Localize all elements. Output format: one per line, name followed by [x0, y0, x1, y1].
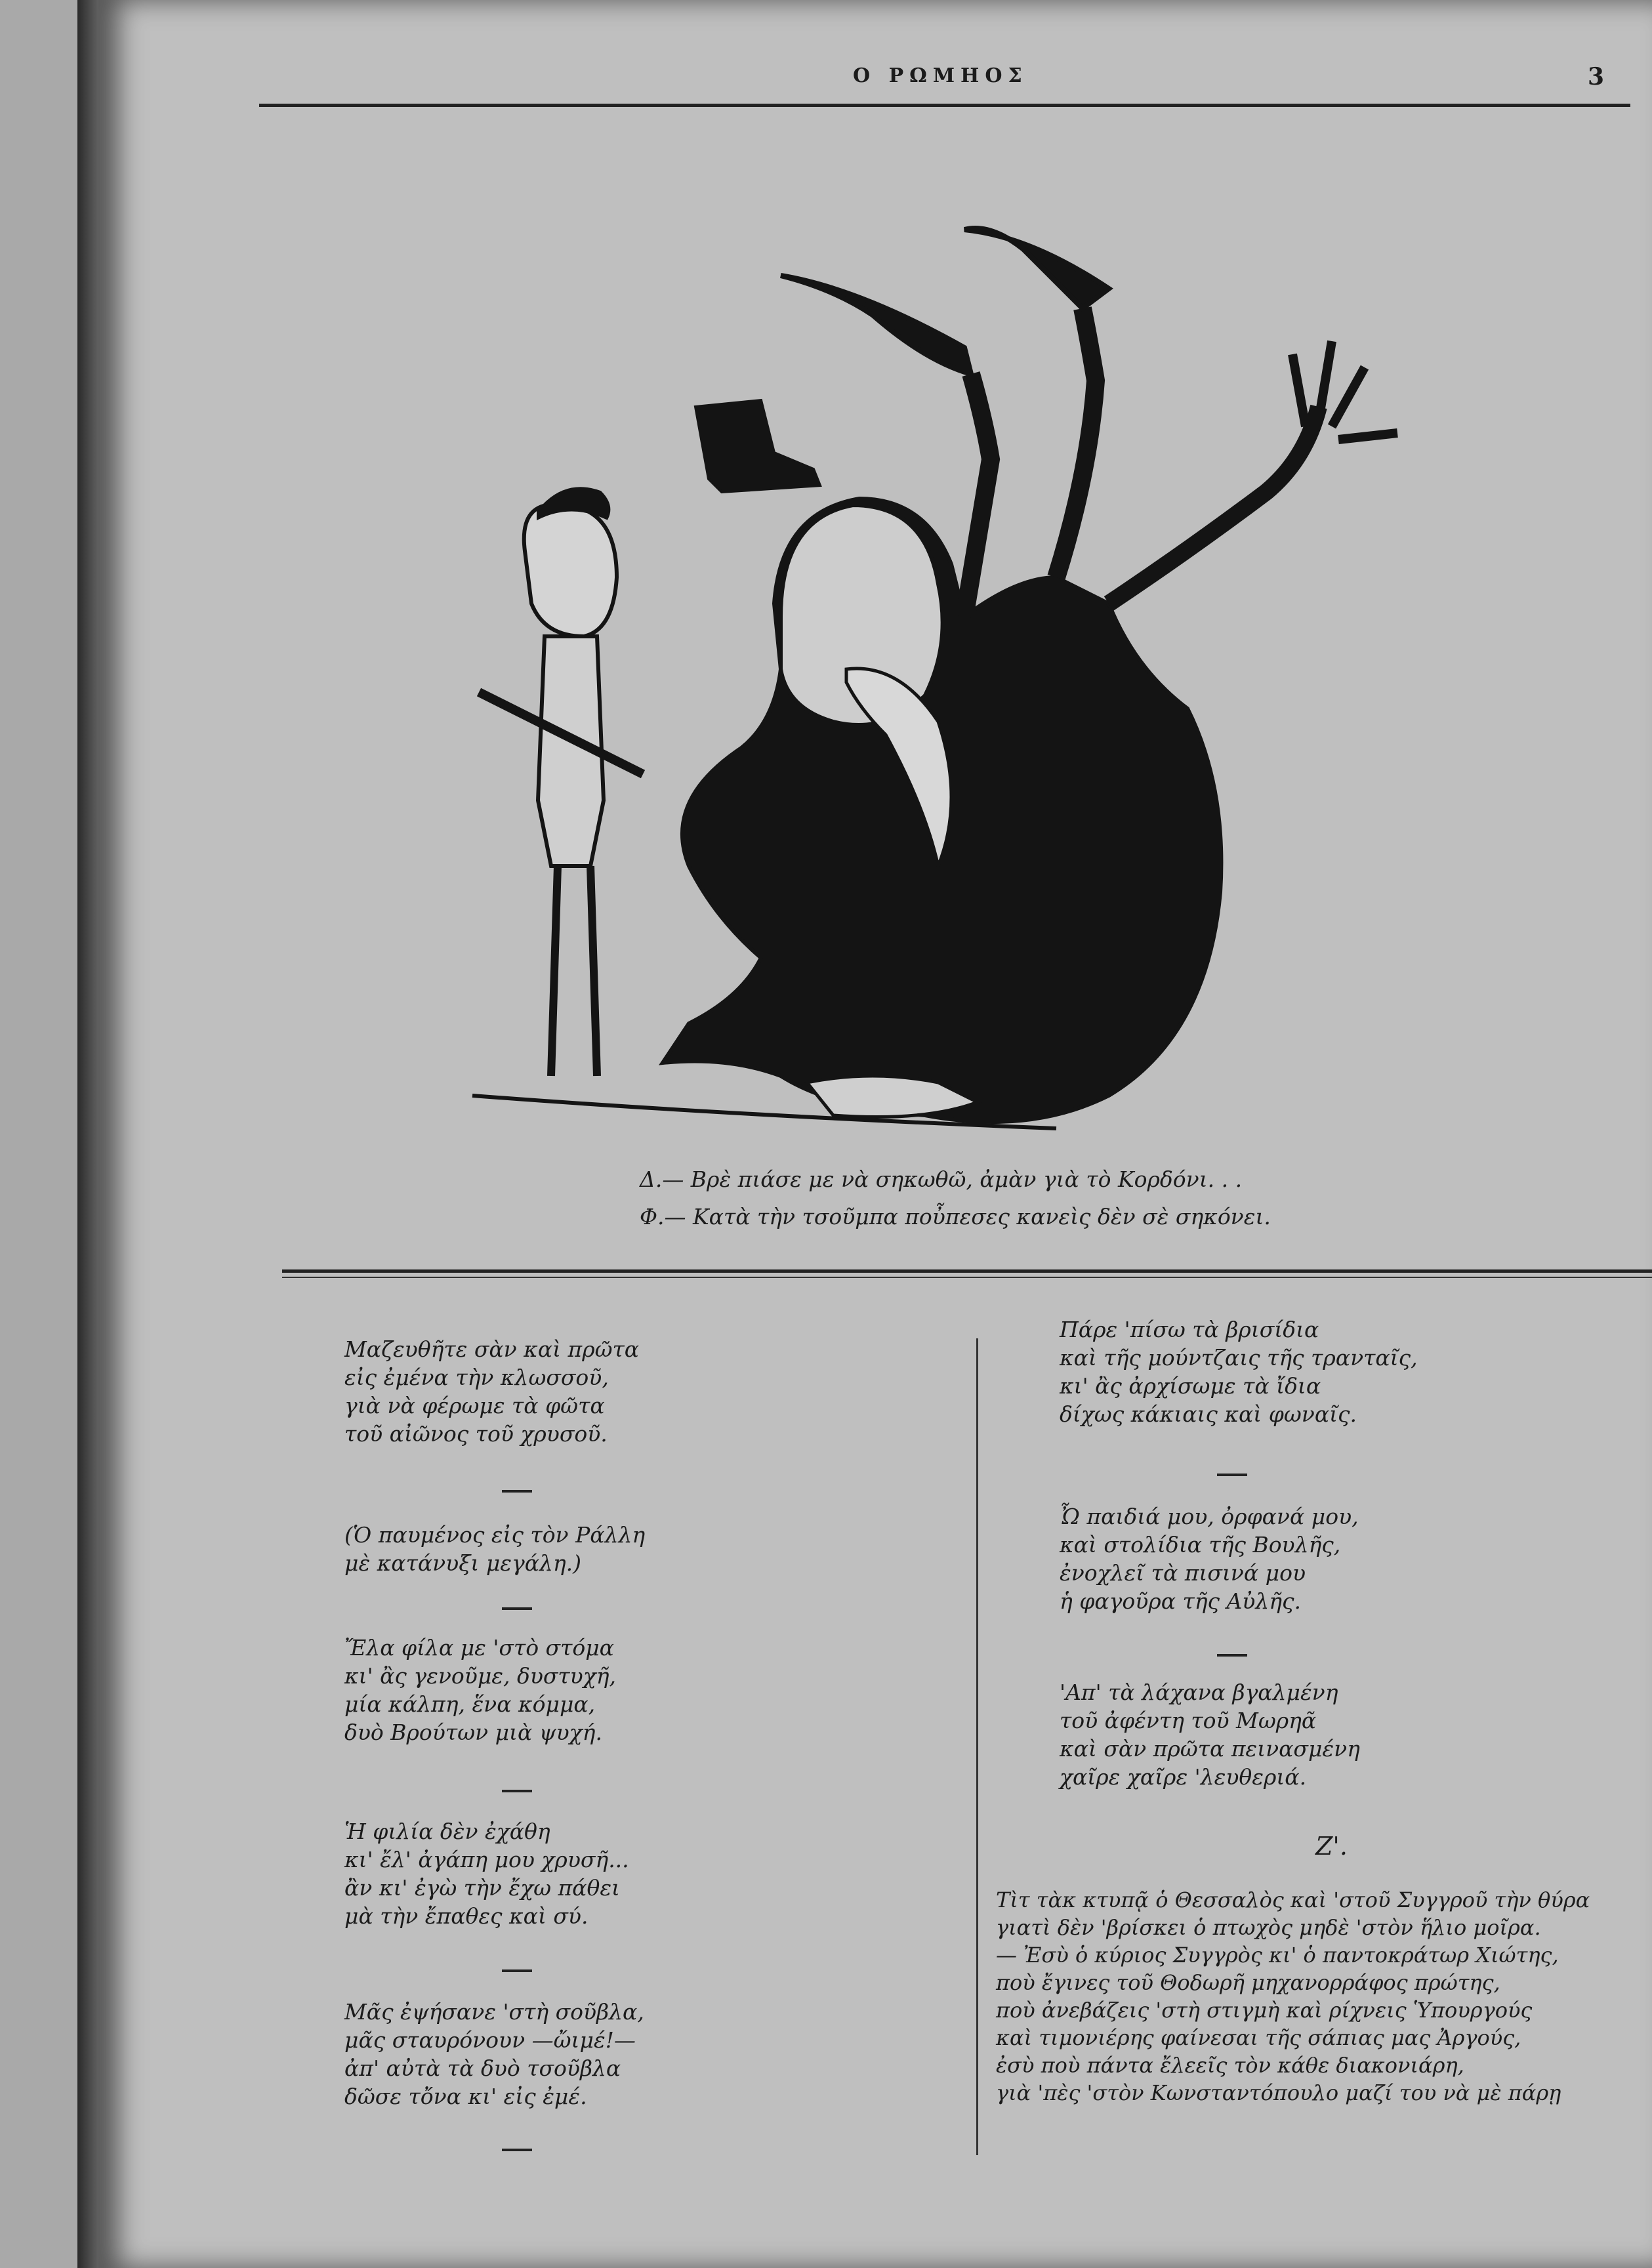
right-stanza-2	[1060, 1502, 1359, 1615]
verse-line: γιὰ νὰ φέρωμε τὰ φῶτα	[344, 1393, 605, 1418]
satirical-cartoon-illustration	[466, 210, 1463, 1142]
verse-line: μᾶς σταυρόνουν —ὤιμέ!—	[344, 2027, 636, 2053]
verse-line: μὰ τὴν ἔπαθες καὶ σύ.	[344, 1903, 589, 1929]
verse-line: (Ὁ παυμένος εἰς τὸν Ράλλη	[344, 1522, 646, 1548]
verse-line: Ἡ φιλία δὲν ἐχάθη	[344, 1819, 550, 1844]
section-rule-thin	[282, 1277, 1652, 1278]
prose-line: γιατὶ δὲν 'βρίσκει ὁ πτωχὸς μηδὲ 'στὸν ἥλιο μοῖρα.	[996, 1915, 1541, 1940]
stanza-separator	[502, 1490, 532, 1493]
section-rule	[282, 1269, 1652, 1273]
verse-line: 'Απ' τὰ λάχανα βγαλμένη	[1060, 1680, 1338, 1705]
prose-line: ποὺ ἔγινες τοῦ Θοδωρῆ μηχανορράφος πρώτης,	[996, 1970, 1500, 1995]
prose-line: Τὶτ τὰκ κτυπᾷ ὁ Θεσσαλὸς καὶ 'στοῦ Συγγροῦ τὴν θύρα	[996, 1887, 1590, 1912]
verse-line: δυὸ Βρούτων μιὰ ψυχή.	[344, 1720, 602, 1745]
verse-line: μὲ κατάνυξι μεγάλη.)	[344, 1550, 582, 1576]
stanza-separator	[502, 2149, 532, 2151]
verse-line: χαῖρε χαῖρε 'λευθεριά.	[1060, 1764, 1307, 1790]
verse-line: Πάρε 'πίσω τὰ βρισίδια	[1060, 1317, 1319, 1342]
verse-line: τοῦ αἰῶνος τοῦ χρυσοῦ.	[344, 1421, 608, 1447]
prose-line: — Ἐσὺ ὁ κύριος Συγγρὸς κι' ὁ παντοκράτωρ Χιώτης,	[996, 1943, 1559, 1968]
small-figure-head	[524, 505, 617, 636]
verse-line: κι' ἂς γενοῦμε, δυστυχῆ,	[344, 1663, 616, 1689]
verse-line: μία κάλπη, ἕνα κόμμα,	[344, 1691, 596, 1717]
verse-line: Ὦ παιδιά μου, ὀρφανά μου,	[1060, 1504, 1359, 1529]
stanza-separator	[502, 1607, 532, 1610]
left-shoe	[781, 276, 971, 374]
left-stanza-5	[344, 1998, 644, 2111]
verse-line: ἐνοχλεῖ τὰ πισινά μου	[1060, 1560, 1306, 1586]
verse-line: καὶ σὰν πρῶτα πεινασμένη	[1060, 1736, 1360, 1762]
verse-line: ἡ φαγοῦρα τῆς Αὐλῆς.	[1060, 1588, 1302, 1614]
verse-line: ἂν κι' ἐγὼ τὴν ἔχω πάθει	[344, 1875, 620, 1901]
prose-line: καὶ τιμονιέρης φαίνεσαι τῆς σάπιας μας Ἀργούς,	[996, 2025, 1521, 2050]
verse-line: κι' ἔλ' ἀγάπη μου χρυσῆ...	[344, 1847, 629, 1872]
verse-line: δῶσε τὄνα κι' εἰς ἐμέ.	[344, 2084, 587, 2109]
right-stanza-1	[1060, 1315, 1418, 1428]
verse-line: δίχως κάκιαις καὶ φωναῖς.	[1060, 1401, 1357, 1427]
verse-line: Μᾶς ἐψήσανε 'στὴ σοῦβλα,	[344, 1999, 644, 2025]
verse-line: καὶ τῆς μούντζαις τῆς τρανταῖς,	[1060, 1345, 1418, 1371]
prose-paragraph	[996, 1886, 1590, 2107]
verse-line: Ἔλα φίλα με 'στὸ στόμα	[344, 1635, 614, 1660]
left-stanza-1	[344, 1335, 639, 1448]
stanza-separator	[502, 1969, 532, 1972]
right-stanza-3	[1060, 1678, 1360, 1791]
top-hat	[695, 400, 820, 492]
page-number: 3	[1588, 63, 1605, 91]
verse-line: Μαζευθῆτε σὰν καὶ πρῶτα	[344, 1336, 640, 1362]
verse-line: ἀπ' αὐτὰ τὰ δυὸ τσοῦβλα	[344, 2055, 621, 2081]
raised-leg-right	[1056, 308, 1096, 577]
verse-line: τοῦ ἀφέντη τοῦ Μωρηᾶ	[1060, 1708, 1317, 1733]
header-rule	[259, 104, 1630, 107]
raised-leg-left	[964, 374, 991, 617]
left-stanza-3	[344, 1634, 616, 1746]
right-shoe	[964, 228, 1109, 308]
prose-line: γιὰ 'πὲς 'στὸν Κωνσταντόπουλο μαζί του νὰ μὲ πάρῃ	[996, 2080, 1561, 2105]
running-title: Ο ΡΩΜΗΟΣ	[853, 64, 1028, 87]
left-stanza-4	[344, 1817, 629, 1930]
small-figure-legs	[551, 866, 597, 1076]
raised-hand	[1292, 341, 1397, 440]
verse-line: κι' ἂς ἀρχίσωμε τὰ ἴδια	[1060, 1373, 1321, 1399]
stanza-separator	[502, 1790, 532, 1792]
cartoon-caption-line-2: Φ.— Κατὰ τὴν τσοῦμπα ποὖπεσες κανεὶς δὲν σὲ σηκόνει.	[640, 1204, 1271, 1229]
cartoon-caption-line-1: Δ.— Βρὲ πιάσε με νὰ σηκωθῶ, ἀμὰν γιὰ τὸ Κορδόνι. . .	[640, 1166, 1243, 1192]
facing-page-edge	[0, 0, 82, 2268]
left-stanza-2	[344, 1521, 645, 1577]
prose-line: ποὺ ἀνεβάζεις 'στὴ στιγμὴ καὶ ρίχνεις Ὑπουργούς	[996, 1998, 1533, 2023]
section-heading: Ζ'.	[1315, 1832, 1348, 1861]
column-divider	[976, 1338, 978, 2155]
raised-arm	[1109, 407, 1319, 604]
verse-line: εἰς ἐμένα τὴν κλωσσοῦ,	[344, 1365, 609, 1390]
stanza-separator	[1217, 1474, 1247, 1476]
prose-line: ἐσὺ ποὺ πάντα ἔλεεῖς τὸν κάθε διακονιάρη,	[996, 2053, 1464, 2078]
verse-line: καὶ στολίδια τῆς Βουλῆς,	[1060, 1532, 1341, 1557]
stanza-separator	[1217, 1654, 1247, 1657]
newspaper-page	[98, 0, 1652, 2268]
